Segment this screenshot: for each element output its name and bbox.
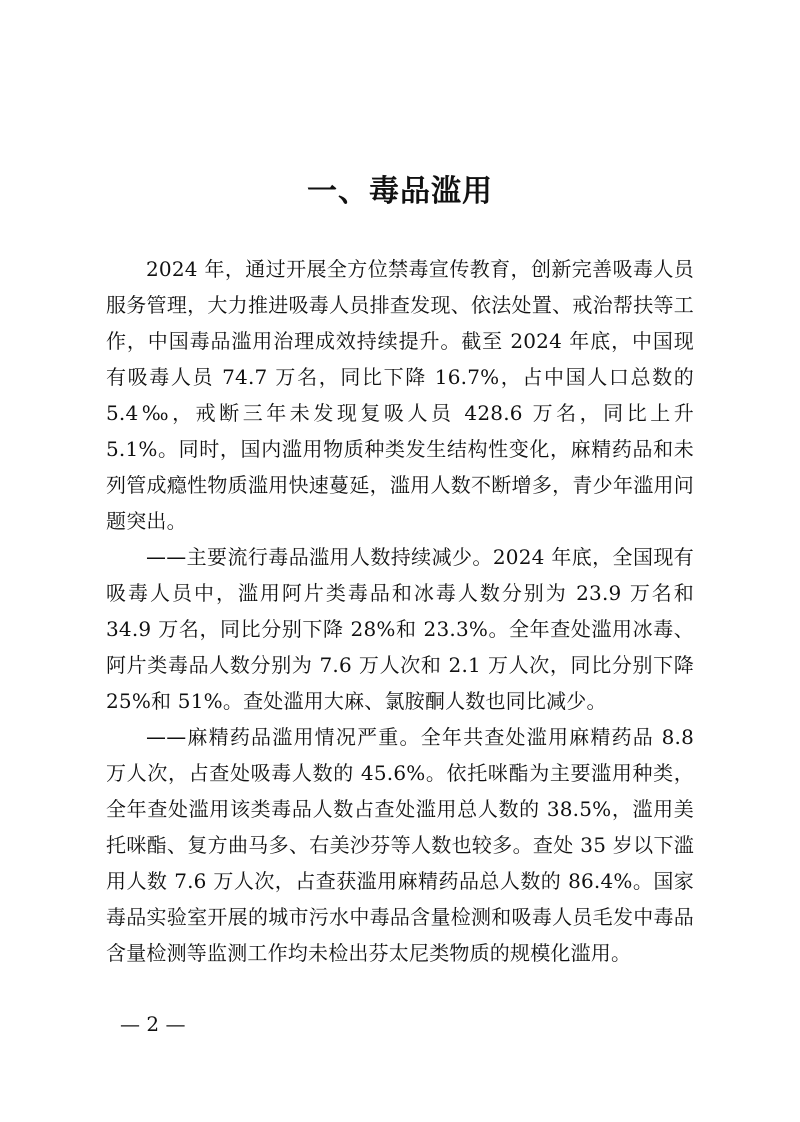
body-text [106,251,694,971]
paragraph-lead: ——麻精药品滥用情况严重。 [146,725,421,749]
page-number: — 2 — [120,1012,186,1036]
paragraph-lead: ——主要流行毒品滥用人数持续减少。 [146,545,493,569]
paragraph-intro [106,251,694,539]
paragraph-text: 2024 年，通过开展全方位禁毒宣传教育，创新完善吸毒人员服务管理，大力推进吸毒人员排查发现、依法处置、戒治帮扶等工作，中国毒品滥用治理成效持续提升。截至 2024 年底，中国现有吸毒人员 74.7 万名，同比下降 16.7%，占中国人口总数的 5.4‰，戒断三年未发现复吸人员 428.6 万名，同比上升 5.1%。同时，国内滥用物质种类发生结构性变化，麻精药品和未列管成瘾性物质滥用快速蔓延，滥用人数不断增多，青少年滥用问题突出。 [106,257,694,533]
paragraph-anesthetic-drugs [106,719,694,971]
paragraph-text: 2024 年底，全国现有吸毒人员中，滥用阿片类毒品和冰毒人数分别为 23.9 万名和 34.9 万名，同比分别下降 28%和 23.3%。全年查处滥用冰毒、阿片类毒品人数分别为 7.6 万人次和 2.1 万人次，同比分别下降 25%和 51%。查处滥用大麻、氯胺酮人数也同比减少。 [106,545,695,713]
paragraph-mainstream-drugs [106,539,694,719]
paragraph-text: 全年共查处滥用麻精药品 8.8 万人次，占查处吸毒人数的 45.6%。依托咪酯为主要滥用种类，全年查处滥用该类毒品人数占查处滥用总人数的 38.5%，滥用美托咪酯、复方曲马多、右美沙芬等人数也较多。查处 35 岁以下滥用人数 7.6 万人次，占查获滥用麻精药品总人数的 86.4%。国家毒品实验室开展的城市污水中毒品含量检测和吸毒人员毛发中毒品含量检测等监测工作均未检出芬太尼类物质的规模化滥用。 [106,725,694,965]
section-heading: 一、毒品滥用 [307,174,493,209]
